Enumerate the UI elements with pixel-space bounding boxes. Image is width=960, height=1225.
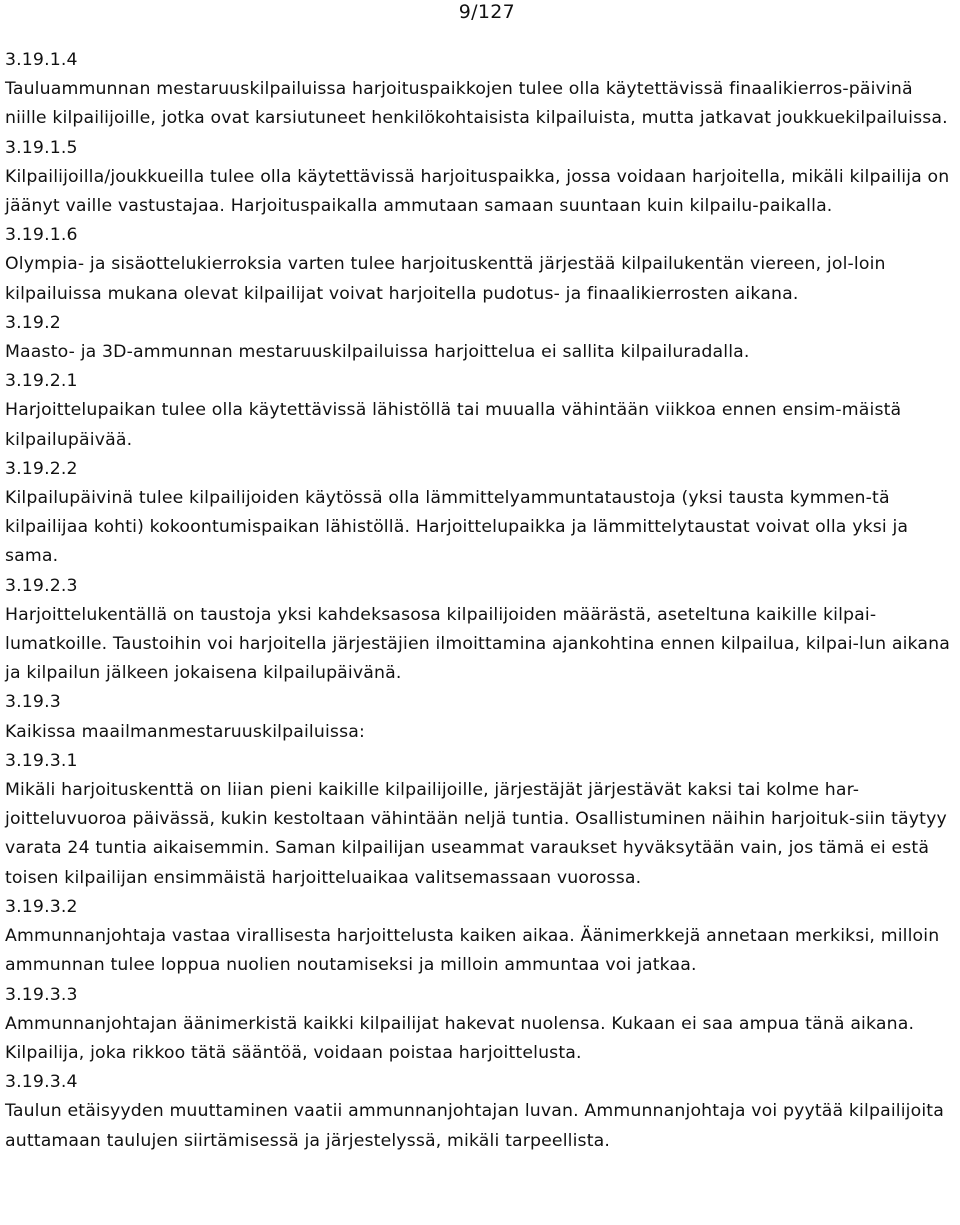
section-3-19-3-3 [5, 981, 953, 1069]
section-3-19-3-4 [5, 1068, 953, 1156]
section-number: 3.19.2.3 [5, 575, 78, 596]
section-text: Ammunnanjohtajan äänimerkistä kaikki kilpailijat hakevat nuolensa. Kukaan ei saa ampua tänä aikana. Kilpailija, joka rikkoo tätä sääntöä, voidaan poistaa harjoittelusta. [5, 1013, 915, 1063]
section-number: 3.19.3.3 [5, 984, 78, 1005]
section-text: Mikäli harjoituskenttä on liian pieni kaikille kilpailijoille, järjestäjät järjestävät kaksi tai kolme har-joitteluvuoroa päivässä, kukin kestoltaan vähintään neljä tuntia. Osallistuminen näihin harjoituk-siin täytyy varata 24 tuntia aikaisemmin. Saman kilpailijan useammat varaukset hyväksytään vain, jos tämä ei estä toisen kilpailijan ensimmäistä harjoitteluaikaa valitsemassaan vuorossa. [5, 780, 947, 888]
section-3-19-1-6 [5, 221, 953, 309]
section-3-19-2 [5, 309, 953, 367]
section-number: 3.19.2 [5, 312, 61, 333]
section-text: Ammunnanjohtaja vastaa virallisesta harjoittelusta kaiken aikaa. Äänimerkkejä annetaan merkiksi, milloin ammunnan tulee loppua nuolien noutamiseksi ja milloin ammuntaa voi jatkaa. [5, 926, 940, 976]
section-3-19-2-3 [5, 572, 953, 689]
section-text: Harjoittelupaikan tulee olla käytettävissä lähistöllä tai muualla vähintään viikkoa ennen ensim-mäistä kilpailupäivää. [5, 400, 902, 450]
section-3-19-1-4 [5, 46, 953, 134]
section-3-19-3 [5, 688, 953, 746]
section-number: 3.19.3.2 [5, 896, 78, 917]
page-number: 9/127 [458, 1, 515, 23]
section-text: Olympia- ja sisäottelukierroksia varten tulee harjoituskenttä järjestää kilpailukentän viereen, jol-loin kilpailuissa mukana olevat kilpailijat voivat harjoitella pudotus- ja finaalikierrosten aikana. [5, 254, 886, 304]
section-number: 3.19.1.4 [5, 50, 78, 70]
document-body [5, 46, 953, 1156]
section-3-19-2-1 [5, 367, 953, 455]
section-number: 3.19.1.5 [5, 137, 78, 158]
section-text: Kaikissa maailmanmestaruuskilpailuissa: [5, 721, 365, 742]
section-number: 3.19.3 [5, 692, 61, 713]
section-number: 3.19.2.1 [5, 371, 78, 392]
section-number: 3.19.2.2 [5, 458, 78, 479]
section-number: 3.19.3.1 [5, 750, 78, 771]
section-text: Kilpailijoilla/joukkueilla tulee olla käytettävissä harjoituspaikka, jossa voidaan harjoitella, mikäli kilpailija on jäänyt vaille vastustajaa. Harjoituspaikalla ammutaan samaan suuntaan kuin kilpailu-paikalla. [5, 166, 950, 217]
section-text: Maasto- ja 3D-ammunnan mestaruuskilpailuissa harjoittelua ei sallita kilpailuradalla. [5, 342, 750, 363]
section-text: Harjoittelukentällä on taustoja yksi kahdeksasosa kilpailijoiden määrästä, aseteltuna kaikille kilpai-lumatkoille. Taustoihin voi harjoitella järjestäjien ilmoittamina ajankohtina ennen kilpailua, kilpai-lun aikana ja kilpailun jälkeen jokaisena kilpailupäivänä. [5, 604, 950, 684]
section-text: Tauluammunnan mestaruuskilpailuissa harjoituspaikkojen tulee olla käytettävissä finaalikierros-päivinä niille kilpailijoille, jotka ovat karsiutuneet henkilökohtaisista kilpailuista, mutta jatkavat joukkuekilpailuissa. [5, 79, 948, 129]
section-text: Kilpailupäivinä tulee kilpailijoiden käytössä olla lämmittelyammuntataustoja (yksi tausta kymmen-tä kilpailijaa kohti) kokoontumispaikan lähistöllä. Harjoittelupaikka ja lämmittelytaustat voivat olla yksi ja sama. [5, 488, 909, 567]
section-3-19-2-2 [5, 455, 953, 572]
section-3-19-3-1 [5, 747, 953, 893]
section-3-19-1-5 [5, 134, 953, 222]
section-3-19-3-2 [5, 893, 953, 981]
section-text: Taulun etäisyyden muuttaminen vaatii ammunnanjohtajan luvan. Ammunnanjohtaja voi pyytää kilpailijoita auttamaan taulujen siirtämisessä ja järjestelyssä, mikäli tarpeellista. [5, 1101, 944, 1151]
section-number: 3.19.3.4 [5, 1072, 78, 1093]
section-number: 3.19.1.6 [5, 225, 78, 246]
